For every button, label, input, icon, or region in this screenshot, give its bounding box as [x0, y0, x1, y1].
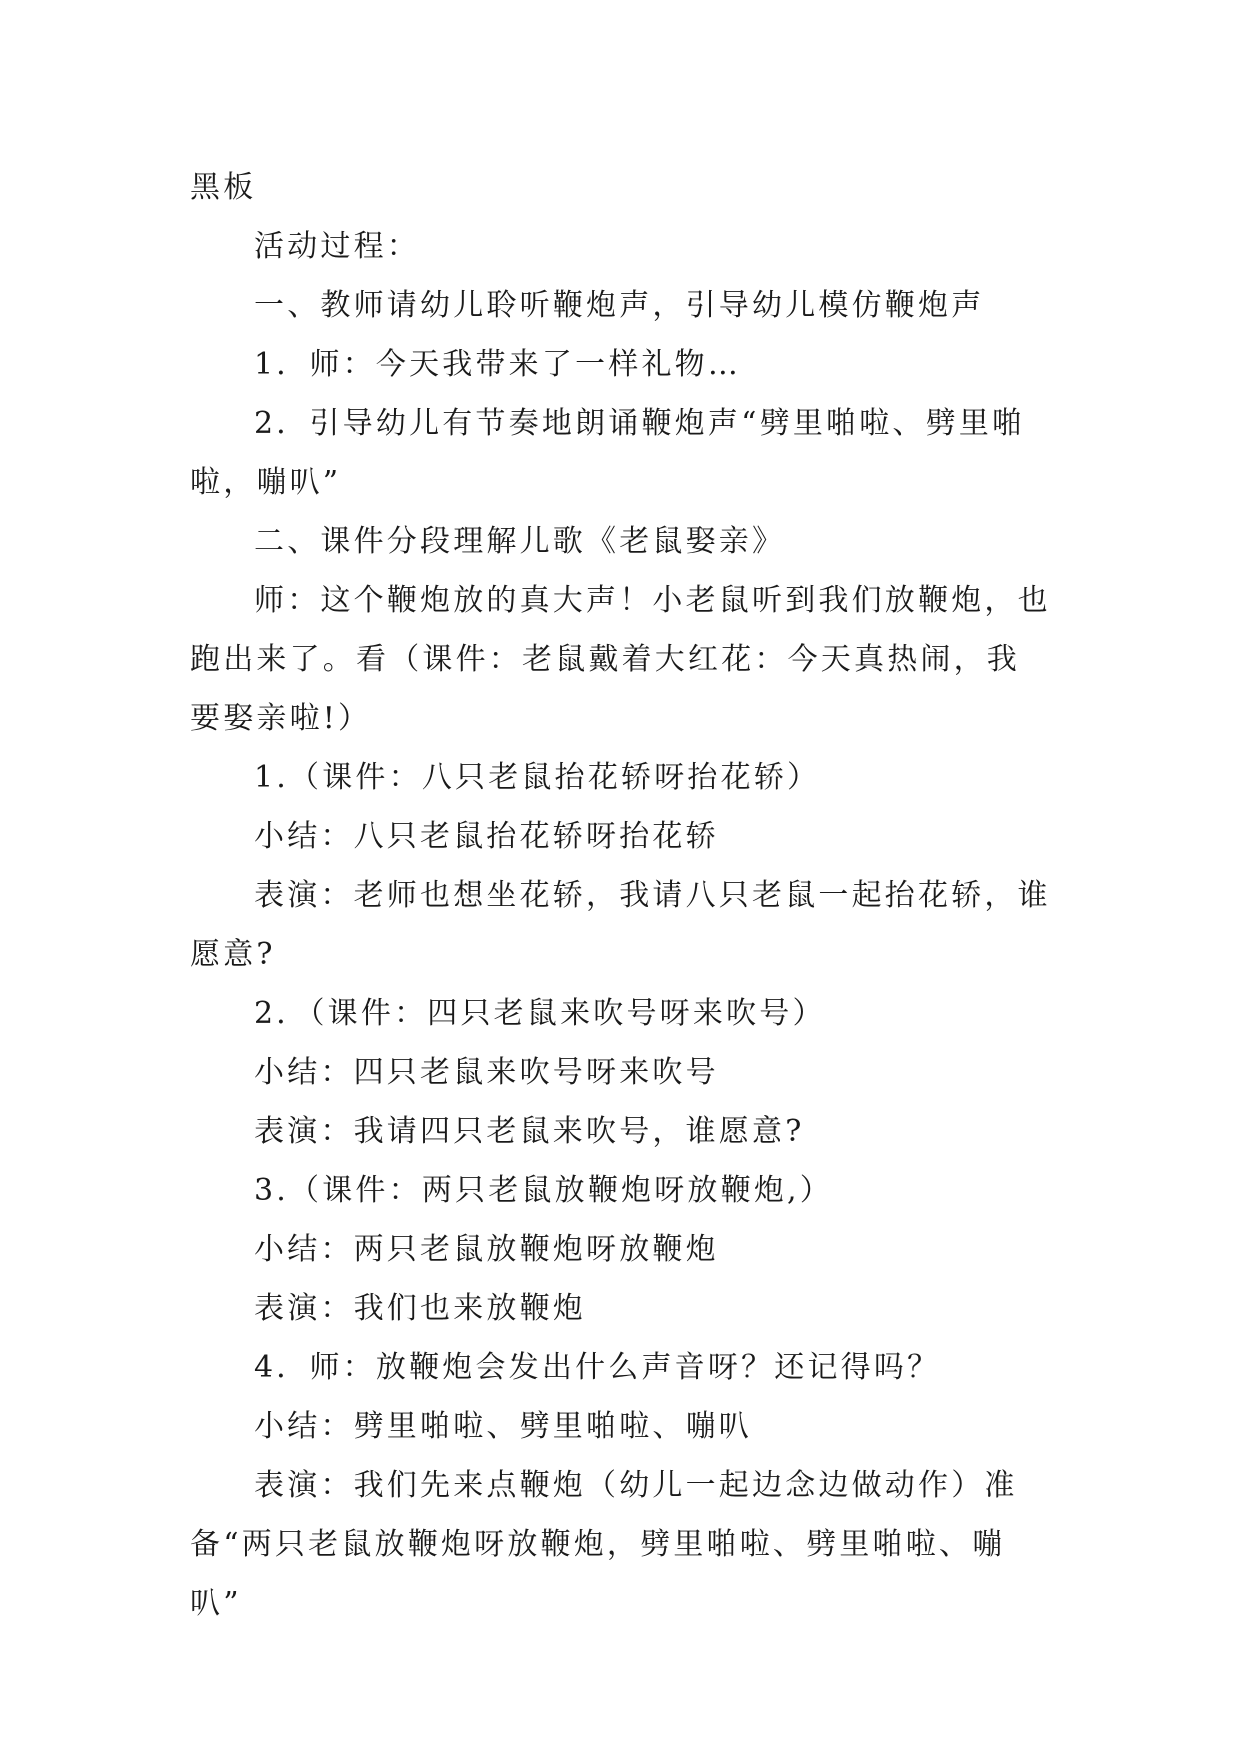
paragraph-activity-process-heading: 活动过程：	[254, 229, 420, 264]
paragraph-step-2: 2．引导幼儿有节奏地朗诵鞭炮声“劈里啪啦、劈里啪啦，嘣叭”	[190, 406, 1026, 500]
paragraph-summary-2: 小结：四只老鼠来吹号呀来吹号	[254, 1055, 719, 1090]
paragraph-summary-4: 小结：劈里啪啦、劈里啪啦、嘣叭	[254, 1409, 752, 1444]
paragraph-courseware-1: 1.（课件：八只老鼠抬花轿呀抬花轿）	[254, 760, 821, 795]
paragraph-performance-1: 表演：老师也想坐花轿，我请八只老鼠一起抬花轿，谁愿意?	[190, 878, 1051, 972]
paragraph-summary-1: 小结：八只老鼠抬花轿呀抬花轿	[254, 819, 719, 854]
paragraph-performance-2: 表演：我请四只老鼠来吹号，谁愿意?	[254, 1114, 805, 1149]
paragraph-section-one-heading: 一、教师请幼儿聆听鞭炮声，引导幼儿模仿鞭炮声	[254, 288, 985, 323]
paragraph-step-1: 1．师：今天我带来了一样礼物…	[254, 347, 742, 382]
paragraph-blackboard: 黑板	[190, 170, 257, 205]
paragraph-performance-3: 表演：我们也来放鞭炮	[254, 1291, 586, 1326]
document-page	[190, 158, 1052, 1633]
paragraph-courseware-2: 2．（课件：四只老鼠来吹号呀来吹号）	[254, 996, 826, 1031]
paragraph-step-4: 4．师：放鞭炮会发出什么声音呀？还记得吗？	[254, 1350, 941, 1385]
paragraph-summary-3: 小结：两只老鼠放鞭炮呀放鞭炮	[254, 1232, 719, 1267]
paragraph-teacher-intro: 师：这个鞭炮放的真大声！小老鼠听到我们放鞭炮，也跑出来了。看（课件：老鼠戴着大红花：今天真热闹，我要娶亲啦!）	[190, 583, 1051, 736]
paragraph-performance-4: 表演：我们先来点鞭炮（幼儿一起边念边做动作）准备“两只老鼠放鞭炮呀放鞭炮，劈里啪啦、劈里啪啦、嘣叭”	[190, 1468, 1018, 1621]
paragraph-section-two-heading: 二、课件分段理解儿歌《老鼠娶亲》	[254, 524, 786, 559]
paragraph-courseware-3: 3.（课件：两只老鼠放鞭炮呀放鞭炮,）	[254, 1173, 833, 1208]
